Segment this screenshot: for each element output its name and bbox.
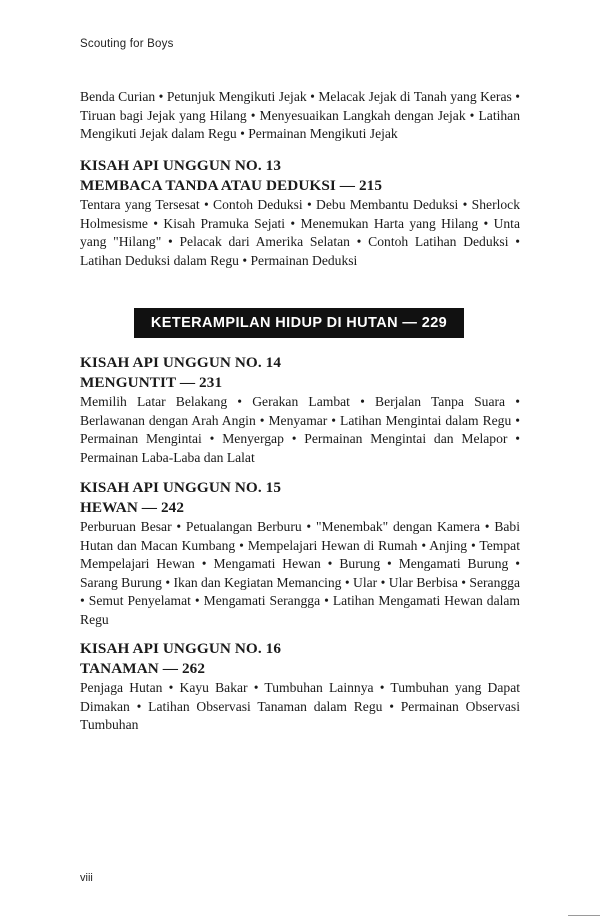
chapter-16-topics: Penjaga Hutan • Kayu Bakar • Tumbuhan Lainnya • Tumbuhan yang Dapat Dimakan • Latihan Observasi Tanaman dalam Regu • Permainan Observasi Tumbuhan: [80, 680, 520, 733]
page-number: viii: [80, 872, 93, 884]
toc-chapter-13: [80, 156, 520, 270]
toc-chapter-16: [80, 639, 520, 735]
toc-chapter-14: [80, 353, 520, 467]
part-heading: KETERAMPILAN HIDUP DI HUTAN — 229: [134, 308, 464, 338]
chapter-13-number: KISAH API UNGGUN NO. 13: [80, 157, 282, 174]
chapter-16-title: TANAMAN — 262: [80, 660, 206, 677]
chapter-15-number: KISAH API UNGGUN NO. 15: [80, 479, 282, 496]
chapter-15-title: HEWAN — 242: [80, 499, 185, 516]
chapter-13-title: MEMBACA TANDA ATAU DEDUKSI — 215: [80, 177, 383, 194]
chapter-15-topics: Perburuan Besar • Petualangan Berburu • "Menembak" dengan Kamera • Babi Hutan dan Macan Kumbang • Mempelajari Hewan di Rumah • Anjing • Tempat Mempelajari Hewan • Mengamati Hewan • Burung • Mengamati Burung • Sarang Burung • Ikan dan Kegiatan Memancing • Ular • Ular Berbisa • Serangga • Semut Penyelamat • Mengamati Serangga • Latihan Mengamati Hewan dalam Regu: [80, 519, 520, 627]
scan-edge-mark: [568, 915, 600, 916]
toc-chapter-15: [80, 478, 520, 630]
chapter-14-number: KISAH API UNGGUN NO. 14: [80, 354, 282, 371]
chapter-14-title: MENGUNTIT — 231: [80, 374, 223, 391]
chapter-13-topics: Tentara yang Tersesat • Contoh Deduksi • Debu Membantu Deduksi • Sherlock Holmesisme • Kisah Pramuka Sejati • Menemukan Harta yang Hilang • Unta yang "Hilang" • Pelacak dari Amerika Selatan • Contoh Latihan Deduksi • Latihan Deduksi dalam Regu • Permainan Deduksi: [80, 197, 520, 268]
running-head: Scouting for Boys: [80, 38, 174, 50]
toc-continuation: [80, 88, 520, 144]
continuation-topics: Benda Curian • Petunjuk Mengikuti Jejak • Melacak Jejak di Tanah yang Keras • Tiruan bagi Jejak yang Hilang • Menyesuaikan Langkah dengan Jejak • Latihan Mengikuti Jejak dalam Regu • Permainan Mengikuti Jejak: [80, 89, 520, 142]
chapter-16-number: KISAH API UNGGUN NO. 16: [80, 640, 282, 657]
chapter-14-topics: Memilih Latar Belakang • Gerakan Lambat • Berjalan Tanpa Suara • Berlawanan dengan Arah Angin • Menyamar • Latihan Mengintai dalam Regu • Permainan Mengintai • Menyergap • Permainan Mengintai dan Melapor • Permainan Laba-Laba dan Lalat: [80, 394, 520, 465]
